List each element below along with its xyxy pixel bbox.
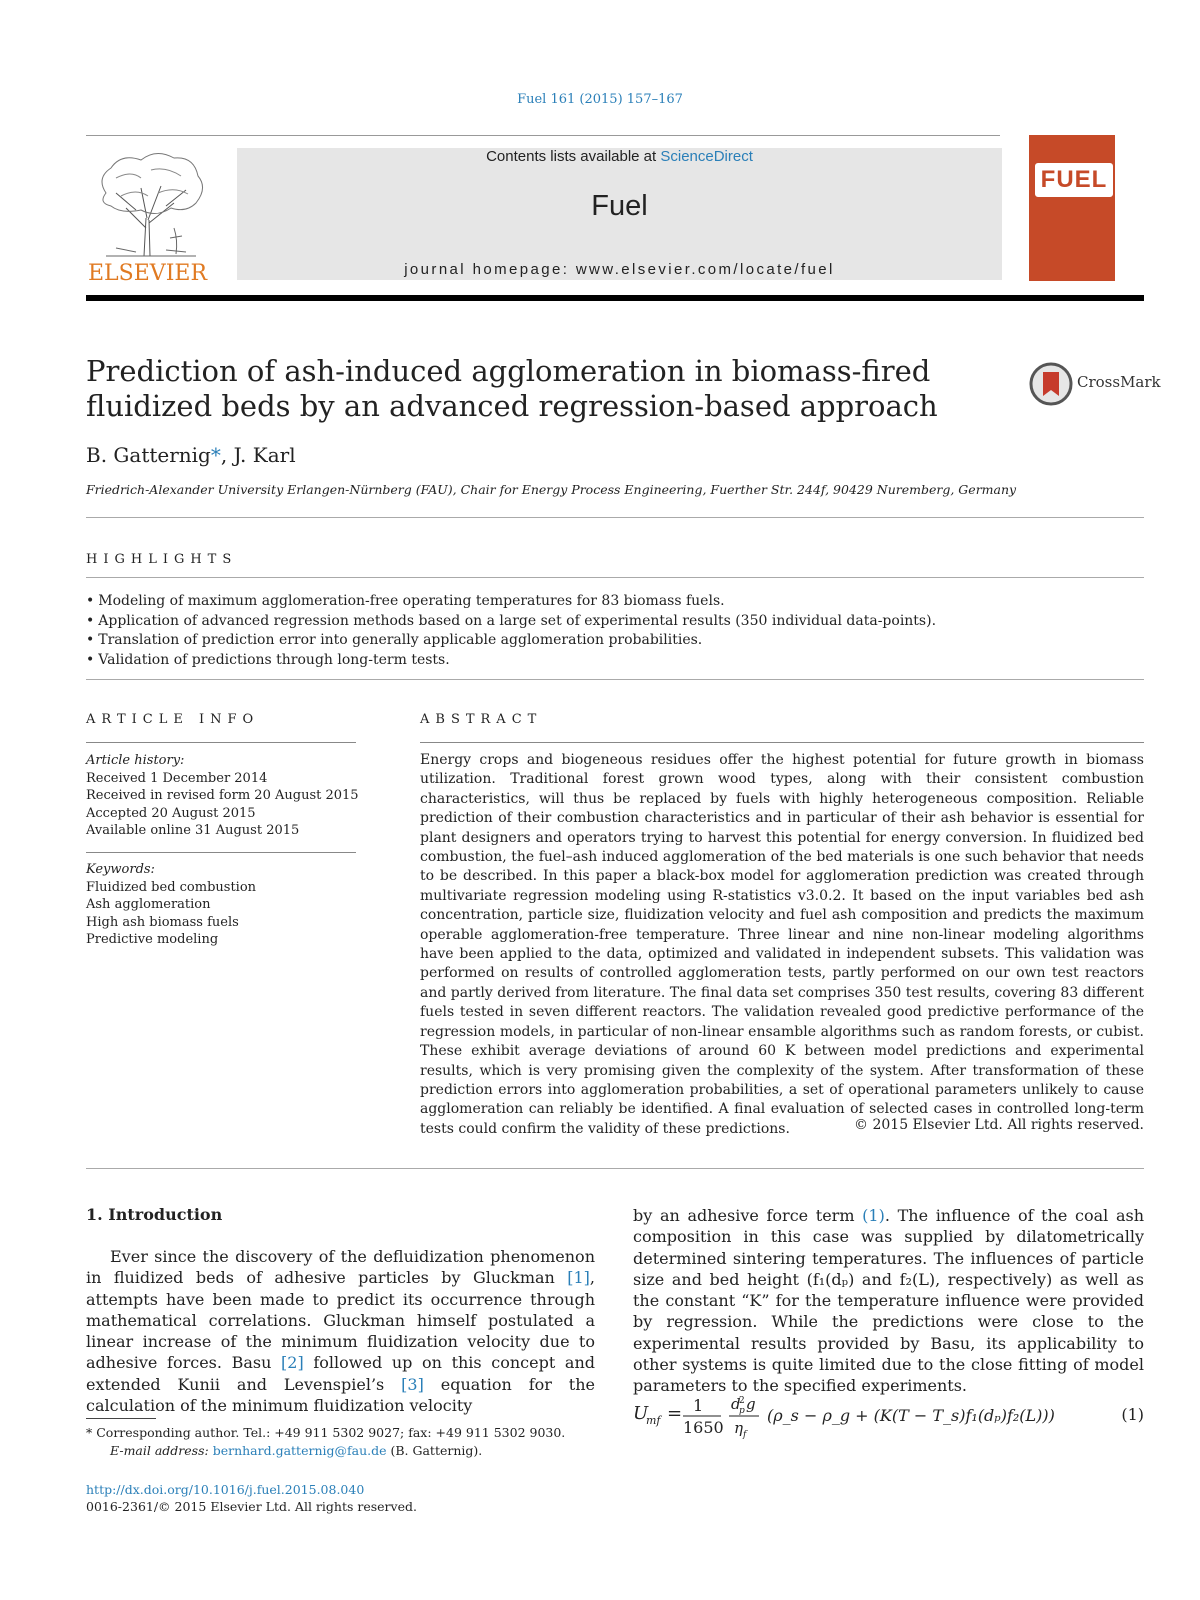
equation-1 bbox=[633, 1395, 1144, 1455]
author-rest: , J. Karl bbox=[220, 443, 296, 467]
intro-text: , attempts have been made to predict its occurrence through mathematical correlations. Gluckman himself postulated a linear increase of the minimum fluidization velocity due to adhesive forces. Basu bbox=[86, 1268, 595, 1373]
crossmark-label: CrossMark bbox=[1077, 373, 1161, 391]
divider bbox=[86, 1168, 1144, 1169]
email-suffix: (B. Gatternig). bbox=[386, 1443, 483, 1458]
divider bbox=[86, 852, 356, 853]
svg-text:p: p bbox=[739, 1406, 745, 1416]
header-top-divider bbox=[86, 135, 1000, 136]
abstract-text: Energy crops and biogeneous residues offer the highest potential for future growth in biomass utilization. Traditional forest grown wood types, along with their consistent combustion characteristics, will thus be replaced by fuels with highly heterogeneous composition. Reliable prediction of their combustion characteristics and in particular of their ash behavior is essential for plant designers and operators trying to harvest this potential for energy conversion. In fluidized bed combustion, the fuel–ash induced agglomeration of the bed materials is one such behavior that needs to be described. In this paper a black-box model for agglomeration prediction was created through multivariate regression modeling using R-statistics v3.0.2. It based on the input variables bed ash concentration, particle size, fluidization velocity and fuel ash composition and predicts the maximum operable agglomeration-free temperature. Three linear and nine non-linear modeling algorithms have been applied to the data, optimized and validated in independent subsets. This validation was performed on results of controlled agglomeration tests, partly performed on our own test reactors and partly derived from literature. The final data set comprises 350 test results, covering 83 different fuels tested in seven different reactors. The validation revealed good predictive performance of the regression models, in particular of non-linear ensamble algorithms such as random forests, or cubist. These exhibit average deviations of around 60 K between model predictions and experimental results, which is very promising given the complexity of the system. After transformation of these prediction errors into agglomeration probabilities, a set of operational parameters unlikely to cause agglomeration can reliably be identified. A final evaluation of selected cases in controlled long-term tests could confirm the validity of these predictions. bbox=[420, 752, 1144, 1137]
keyword-item: Fluidized bed combustion bbox=[86, 879, 257, 895]
intro-text: followed up on this concept and extended Kunii and Levenspiel’s bbox=[86, 1353, 595, 1394]
svg-text:f: f bbox=[743, 1430, 747, 1440]
history-item: Accepted 20 August 2015 bbox=[86, 805, 256, 821]
intro-paragraph-1 bbox=[86, 1246, 595, 1416]
footnote-corresponding: * Corresponding author. Tel.: +49 911 5302 9027; fax: +49 911 5302 9030. bbox=[86, 1425, 566, 1440]
doi-block bbox=[86, 1481, 417, 1515]
doi-link[interactable]: http://dx.doi.org/10.1016/j.fuel.2015.08.040 bbox=[86, 1482, 365, 1497]
divider bbox=[86, 679, 1144, 680]
reference-link[interactable]: [3] bbox=[401, 1374, 424, 1394]
article-info-heading: ARTICLE INFO bbox=[86, 712, 260, 727]
svg-text:2: 2 bbox=[739, 1396, 745, 1406]
reference-link[interactable]: [1] bbox=[567, 1268, 590, 1288]
svg-text:η: η bbox=[734, 1419, 743, 1437]
abstract-copyright: © 2015 Elsevier Ltd. All rights reserved. bbox=[854, 1117, 1144, 1133]
crossmark-icon bbox=[1029, 362, 1073, 406]
svg-text:d: d bbox=[731, 1395, 741, 1413]
sciencedirect-link[interactable]: ScienceDirect bbox=[660, 148, 753, 165]
contents-prefix: Contents lists available at bbox=[486, 148, 661, 165]
svg-text:ELSEVIER: ELSEVIER bbox=[88, 261, 208, 284]
eq-numerator: 1 bbox=[693, 1396, 704, 1415]
history-item: Received in revised form 20 August 2015 bbox=[86, 788, 359, 803]
highlight-item: • Application of advanced regression methods based on a large set of experimental results (350 individual data-points). bbox=[86, 612, 1144, 632]
eq-denominator: 1650 bbox=[683, 1418, 724, 1437]
divider bbox=[86, 742, 356, 743]
eq-lhs-sub: mf bbox=[646, 1414, 661, 1427]
keyword-item: High ash biomass fuels bbox=[86, 914, 239, 930]
highlights-list bbox=[86, 592, 1144, 670]
journal-title: Fuel bbox=[591, 190, 648, 222]
keywords bbox=[86, 861, 256, 949]
history-label: Article history: bbox=[86, 753, 185, 768]
paper-title: Prediction of ash-induced agglomeration in biomass-fired fluidized beds by an advanced regression-based approach bbox=[86, 354, 938, 423]
journal-cover-image[interactable] bbox=[1029, 135, 1115, 281]
highlight-item: • Modeling of maximum agglomeration-free operating temperatures for 83 biomass fuels. bbox=[86, 592, 1144, 612]
affiliation: Friedrich-Alexander University Erlangen-Nürnberg (FAU), Chair for Energy Process Engineering, Fuerther Str. 244f, 90429 Nuremberg, Germany bbox=[86, 482, 1017, 497]
corresponding-author-marker[interactable]: * bbox=[210, 443, 221, 467]
history-item: Available online 31 August 2015 bbox=[86, 823, 300, 838]
divider bbox=[86, 517, 1144, 518]
svg-text:=: = bbox=[667, 1403, 683, 1424]
elsevier-logo bbox=[86, 148, 210, 284]
crossmark-badge[interactable] bbox=[1029, 362, 1161, 404]
highlight-item: • Validation of predictions through long-term tests. bbox=[86, 651, 1144, 671]
intro-text: by an adhesive force term bbox=[633, 1206, 863, 1225]
highlights-heading: HIGHLIGHTS bbox=[86, 552, 238, 567]
footnote bbox=[86, 1424, 565, 1460]
cover-title: FUEL bbox=[1035, 163, 1113, 197]
author-list bbox=[86, 443, 296, 467]
eq-rhs: (ρ_s − ρ_g + (K(T − T_s)f₁(dₚ)f₂(L))) bbox=[767, 1406, 1055, 1425]
keyword-item: Ash agglomeration bbox=[86, 897, 211, 912]
divider bbox=[86, 577, 1144, 578]
eq-lhs: U bbox=[633, 1403, 649, 1424]
contents-line bbox=[237, 148, 1002, 165]
email-link[interactable]: bernhard.gatternig@fau.de bbox=[212, 1443, 387, 1458]
journal-citation[interactable]: Fuel 161 (2015) 157–167 bbox=[517, 92, 683, 107]
highlight-item: • Translation of prediction error into generally applicable agglomeration probabilities. bbox=[86, 631, 1144, 651]
intro-text: . The influence of the coal ash composition in this case was supplied by dilatometrically determined sintering temperatures. The influences of particle size and bed height (f₁(dₚ) and f₂(L), respectively) as well as the constant “K” for the temperature influence were provided by regression. While the predictions were close to the experimental results provided by Basu, its applicability to other systems is quite limited due to the close fitting of model parameters to the specified experiments. bbox=[633, 1206, 1144, 1396]
equation-reference-link[interactable]: (1) bbox=[862, 1206, 885, 1225]
header-divider bbox=[86, 295, 1144, 301]
footnote-divider bbox=[86, 1418, 156, 1419]
journal-homepage[interactable]: journal homepage: www.elsevier.com/locate/fuel bbox=[404, 261, 835, 278]
abstract-heading: ABSTRACT bbox=[420, 712, 543, 727]
author-first: B. Gatternig bbox=[86, 443, 211, 467]
reference-link[interactable]: [2] bbox=[281, 1353, 304, 1373]
email-label: E-mail address: bbox=[110, 1443, 213, 1458]
svg-text:g: g bbox=[746, 1395, 756, 1413]
elsevier-tree-icon bbox=[86, 148, 210, 284]
section-heading-introduction: 1. Introduction bbox=[86, 1205, 223, 1224]
intro-text: Ever since the discovery of the defluidization phenomenon in fluidized beds of adhesive particles by Gluckman bbox=[86, 1247, 595, 1288]
keyword-item: Predictive modeling bbox=[86, 932, 219, 947]
keywords-label: Keywords: bbox=[86, 862, 155, 877]
issn-line: 0016-2361/© 2015 Elsevier Ltd. All rights reserved. bbox=[86, 1499, 417, 1514]
equation-number: (1) bbox=[1121, 1405, 1144, 1424]
article-history bbox=[86, 752, 359, 840]
equation-formula bbox=[633, 1395, 1093, 1455]
intro-paragraph-2 bbox=[633, 1205, 1144, 1397]
divider bbox=[420, 742, 1144, 743]
intro-text: equation for the calculation of the minimum fluidization velocity bbox=[86, 1374, 596, 1416]
history-item: Received 1 December 2014 bbox=[86, 770, 268, 786]
